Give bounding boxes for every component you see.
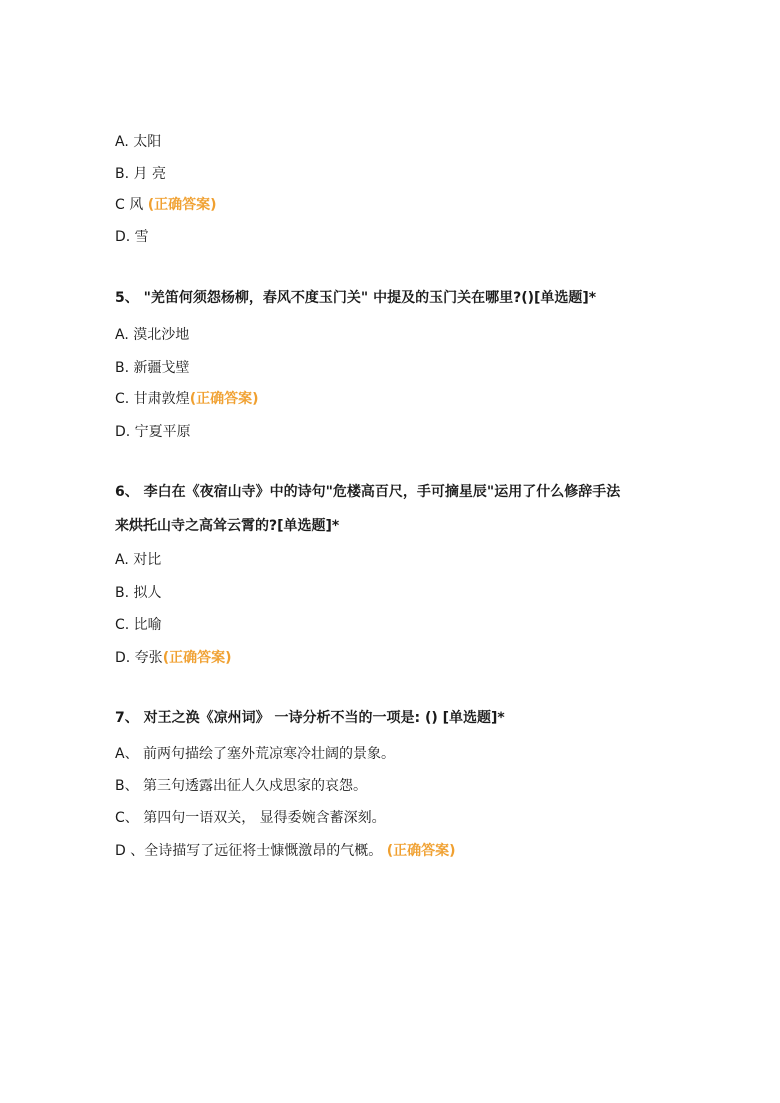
q5-option-b[interactable]	[115, 359, 190, 377]
q6-option-a[interactable]	[115, 551, 161, 569]
option-label: A. 漠北沙地	[115, 327, 190, 343]
q6-option-c[interactable]	[115, 616, 162, 634]
correct-answer-tag: (正确答案)	[386, 843, 456, 859]
option-label: C. 比喻	[115, 617, 162, 633]
option-label: B. 拟人	[115, 585, 162, 601]
option-label: A. 太阳	[115, 134, 162, 150]
option-label: A、 前两句描绘了塞外荒凉寒冷壮阔的景象。	[115, 746, 396, 762]
q6-option-b[interactable]	[115, 584, 162, 602]
option-label: B. 月 亮	[115, 166, 166, 182]
q7-option-d[interactable]	[115, 842, 455, 860]
q5-option-d[interactable]	[115, 423, 191, 441]
q6-title-line2: 来烘托山寺之高耸云霄的?[单选题]*	[115, 518, 340, 534]
correct-answer-tag: (正确答案)	[162, 650, 232, 666]
q7-title: 7、 对王之涣《凉州词》 一诗分析不当的一项是: () [单选题]*	[115, 710, 505, 726]
correct-answer-tag: (正确答案)	[147, 197, 217, 213]
q6-option-d[interactable]	[115, 649, 231, 667]
option-label: A. 对比	[115, 552, 162, 568]
q4-option-c[interactable]	[115, 196, 216, 214]
q5-option-a[interactable]	[115, 326, 189, 344]
q4-option-b[interactable]	[115, 165, 166, 183]
q7-option-a[interactable]	[115, 745, 395, 763]
option-label: C 风	[115, 197, 148, 213]
option-label: C、 第四句一语双关， 显得委婉含蓄深刻。	[115, 810, 386, 826]
q6-title-line1: 6、 李白在《夜宿山寺》中的诗句"危楼高百尺，手可摘星辰"运用了什么修辞手法	[115, 484, 621, 500]
q4-option-a[interactable]	[115, 133, 161, 151]
q5-title: 5、 "羌笛何须怨杨柳，春风不度玉门关" 中提及的玉门关在哪里?()[单选题]*	[115, 290, 597, 306]
option-label: D. 夸张	[115, 650, 163, 666]
option-label: B、 第三句透露出征人久戍思家的哀怨。	[115, 778, 368, 794]
option-label: D 、全诗描写了远征将士慷慨激昂的气概。	[115, 843, 387, 859]
option-label: B. 新疆戈壁	[115, 360, 190, 376]
q7-option-c[interactable]	[115, 809, 386, 827]
option-label: D. 雪	[115, 229, 149, 245]
option-label: D. 宁夏平原	[115, 424, 191, 440]
q7-option-b[interactable]	[115, 777, 367, 795]
q4-option-d[interactable]	[115, 228, 149, 246]
option-label: C. 甘肃敦煌	[115, 391, 190, 407]
correct-answer-tag: (正确答案)	[189, 391, 259, 407]
q5-option-c[interactable]	[115, 390, 258, 408]
